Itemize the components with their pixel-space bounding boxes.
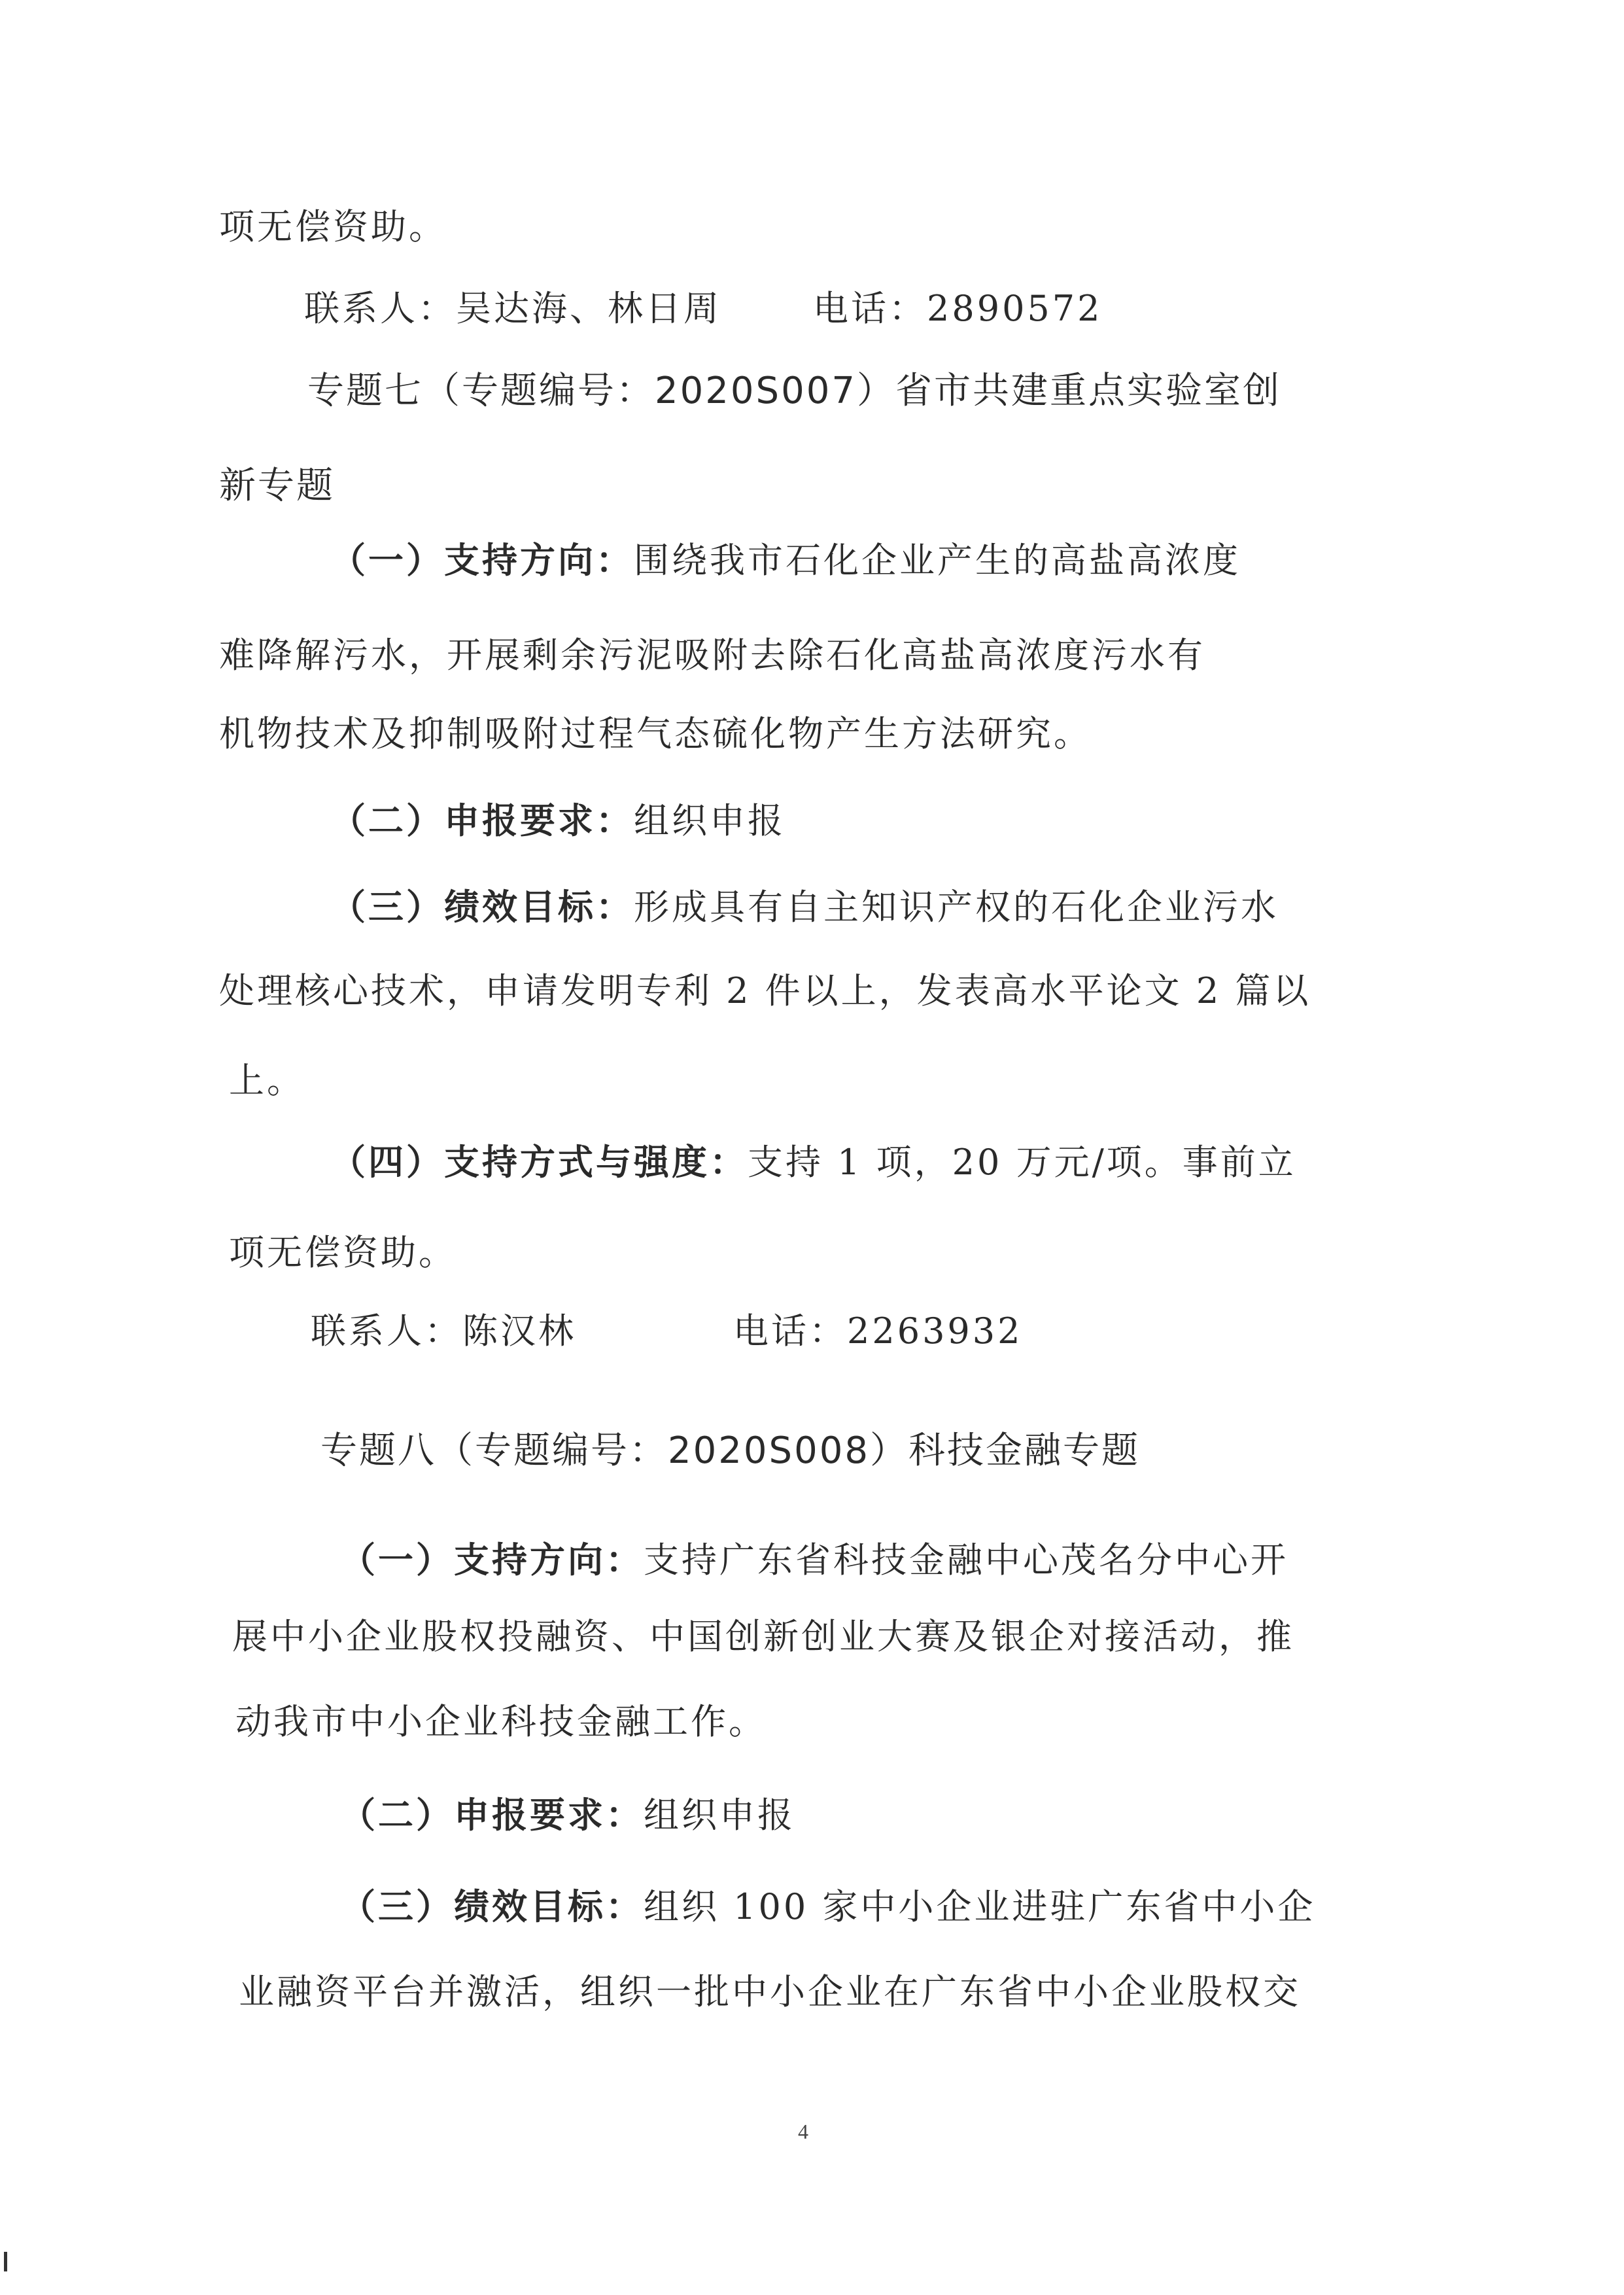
topic7-heading-line2: 新专题 bbox=[219, 464, 335, 507]
topic8-requirement-label: （二）申报要求： bbox=[340, 1795, 644, 1836]
topic7-direction-line1 bbox=[330, 540, 1241, 581]
topic8-direction-label: （一）支持方向： bbox=[340, 1539, 644, 1581]
phone-label: 电话： bbox=[813, 288, 927, 329]
topic7-goal-label: （三）绩效目标： bbox=[330, 886, 634, 928]
page-number: 4 bbox=[798, 2120, 808, 2143]
topic7-direction-line2: 难降解污水，开展剩余污泥吸附去除石化高盐高浓度污水有 bbox=[219, 635, 1205, 676]
scan-edge-mark bbox=[4, 2252, 7, 2271]
topic7-support-line1 bbox=[330, 1142, 1296, 1183]
topic7-direction-label: （一）支持方向： bbox=[330, 540, 634, 581]
topic8-direction-line1 bbox=[340, 1539, 1288, 1581]
topic8-requirement-text: 组织申报 bbox=[644, 1795, 795, 1836]
contact-names: 陈汉林 bbox=[462, 1310, 576, 1352]
topic7-direction-text: 围绕我市石化企业产生的高盐高浓度 bbox=[634, 540, 1241, 581]
topic8-goal-line2: 业融资平台并激活，组织一批中小企业在广东省中小企业股权交 bbox=[239, 1971, 1301, 2012]
topic8-requirement bbox=[340, 1795, 795, 1836]
topic7-goal-text: 形成具有自主知识产权的石化企业污水 bbox=[634, 886, 1279, 928]
topic8-goal-text: 组织 100 家中小企业进驻广东省中小企 bbox=[644, 1886, 1316, 1927]
topic7-requirement bbox=[330, 800, 786, 841]
topic8-direction-line3: 动我市中小企业科技金融工作。 bbox=[235, 1701, 767, 1742]
topic7-goal-line1 bbox=[330, 886, 1279, 928]
topic7-support-label: （四）支持方式与强度： bbox=[330, 1142, 748, 1183]
topic8-direction-line2: 展中小企业股权投融资、中国创新创业大赛及银企对接活动，推 bbox=[232, 1616, 1294, 1657]
topic7-requirement-label: （二）申报要求： bbox=[330, 800, 634, 841]
phone-number: 2263932 bbox=[847, 1310, 1023, 1352]
topic8-goal-label: （三）绩效目标： bbox=[340, 1886, 644, 1927]
topic7-goal-line2: 处理核心技术，申请发明专利 2 件以上，发表高水平论文 2 篇以 bbox=[219, 970, 1311, 1011]
topic7-support-text: 支持 1 项，20 万元/项。事前立 bbox=[748, 1142, 1296, 1183]
topic7-goal-line3: 上。 bbox=[229, 1060, 305, 1101]
prev-topic-continuation: 项无偿资助。 bbox=[219, 206, 447, 247]
topic8-heading: 专题八（专题编号：2020S008）科技金融专题 bbox=[320, 1429, 1140, 1472]
phone-label: 电话： bbox=[733, 1310, 847, 1352]
topic7-contact bbox=[311, 1310, 1023, 1352]
contact-label: 联系人： bbox=[304, 288, 456, 329]
contact-names: 吴达海、林日周 bbox=[456, 288, 721, 329]
topic7-heading-line1: 专题七（专题编号：2020S007）省市共建重点实验室创 bbox=[307, 370, 1281, 412]
prev-topic-contact bbox=[304, 288, 1103, 329]
phone-number: 2890572 bbox=[927, 288, 1103, 329]
topic7-support-line2: 项无偿资助。 bbox=[229, 1232, 457, 1273]
topic8-direction-text: 支持广东省科技金融中心茂名分中心开 bbox=[644, 1539, 1288, 1581]
topic7-direction-line3: 机物技术及抑制吸附过程气态硫化物产生方法研究。 bbox=[219, 713, 1092, 754]
contact-label: 联系人： bbox=[311, 1310, 462, 1352]
topic7-requirement-text: 组织申报 bbox=[634, 800, 786, 841]
topic8-goal-line1 bbox=[340, 1886, 1316, 1927]
